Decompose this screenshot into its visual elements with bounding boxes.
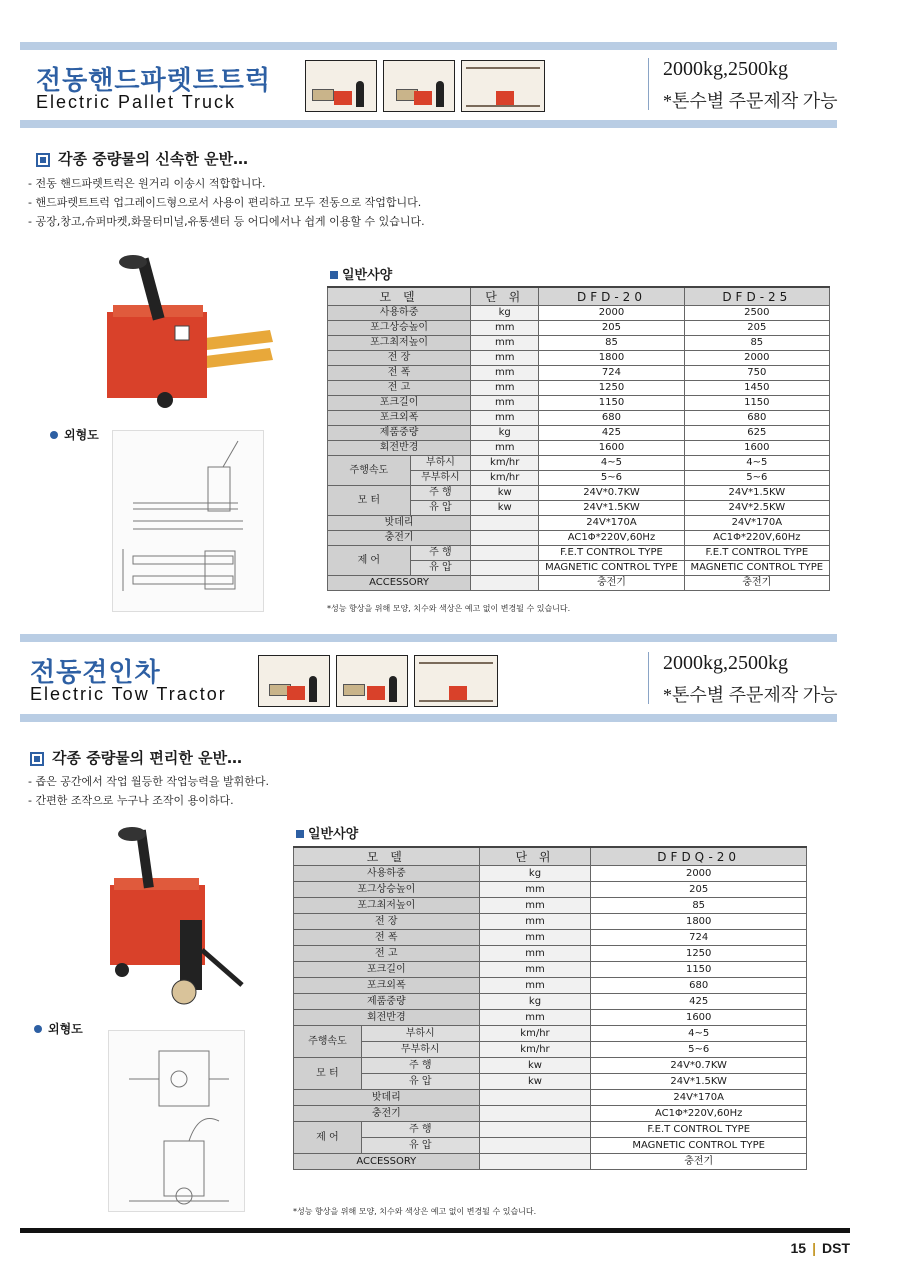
table-cell: 680	[684, 411, 829, 426]
table-row	[328, 306, 830, 321]
table-cell: mm	[479, 914, 591, 930]
table-cell: mm	[471, 441, 539, 456]
table-cell: mm	[479, 1010, 591, 1026]
table-cell: 전 고	[294, 946, 480, 962]
table-cell: 충전기	[591, 1154, 807, 1170]
table-cell: 24V*1.5KW	[539, 501, 684, 516]
page-footer: 15 | DST	[790, 1240, 850, 1256]
table-row	[294, 1154, 807, 1170]
table-cell: 425	[591, 994, 807, 1010]
section1-spec-table	[327, 286, 830, 591]
table-cell: 무부하시	[410, 471, 470, 486]
usage-thumb	[461, 60, 545, 112]
section1-usage-thumbnails	[305, 60, 545, 112]
table-cell	[471, 516, 539, 531]
table-cell: kg	[471, 306, 539, 321]
table-header-row	[328, 287, 830, 306]
table-cell: mm	[479, 962, 591, 978]
bullet-item: - 간편한 조작으로 누구나 조작이 용이하다.	[28, 794, 234, 807]
table-row	[294, 1138, 807, 1154]
tow-tractor-outline-drawing	[108, 1030, 245, 1212]
table-cell: 전 장	[328, 351, 471, 366]
header-model-dfd25: DFD-25	[684, 287, 829, 306]
table-cell: 1800	[591, 914, 807, 930]
table-cell: km/hr	[471, 456, 539, 471]
table-cell: 1150	[539, 396, 684, 411]
table-cell: 모 터	[294, 1058, 362, 1090]
table-row	[294, 1026, 807, 1042]
table-cell: 포그상승높이	[328, 321, 471, 336]
table-cell: 205	[684, 321, 829, 336]
table-cell: 포크외폭	[328, 411, 471, 426]
footer-rule	[20, 1228, 850, 1233]
table-cell: 모 터	[328, 486, 411, 516]
table-row	[328, 321, 830, 336]
pallet-truck-photo	[95, 250, 280, 415]
table-cell: 유 압	[410, 501, 470, 516]
section2-note: *성능 향상을 위해 모양, 치수와 색상은 예고 없이 변경될 수 있습니다.	[293, 1207, 537, 1216]
table-row	[294, 962, 807, 978]
capacity-text: 2000kg,2500kg	[663, 58, 788, 80]
table-row	[294, 882, 807, 898]
table-header-row	[294, 847, 807, 866]
table-row	[294, 1042, 807, 1058]
table-cell: MAGNETIC CONTROL TYPE	[591, 1138, 807, 1154]
table-cell: 주 행	[410, 546, 470, 561]
table-cell: mm	[479, 930, 591, 946]
table-cell: 625	[684, 426, 829, 441]
table-cell: 포크외폭	[294, 978, 480, 994]
table-cell: 부하시	[410, 456, 470, 471]
table-cell: 회전반경	[328, 441, 471, 456]
table-cell: F.E.T CONTROL TYPE	[684, 546, 829, 561]
table-cell: 전 폭	[294, 930, 480, 946]
header-model: 모 델	[328, 287, 471, 306]
table-cell: 충전기	[539, 576, 684, 591]
table-cell	[479, 1122, 591, 1138]
table-cell: 제품중량	[328, 426, 471, 441]
table-cell: 포크길이	[328, 396, 471, 411]
table-cell: 24V*0.7KW	[539, 486, 684, 501]
table-cell: ACCESSORY	[328, 576, 471, 591]
table-cell: km/hr	[479, 1042, 591, 1058]
table-row	[294, 914, 807, 930]
table-cell: 85	[539, 336, 684, 351]
table-cell: 1600	[539, 441, 684, 456]
table-cell: 2000	[591, 866, 807, 882]
table-row	[328, 381, 830, 396]
table-cell: 1600	[591, 1010, 807, 1026]
table-cell: mm	[471, 381, 539, 396]
table-cell: 85	[684, 336, 829, 351]
table-cell: 1450	[684, 381, 829, 396]
usage-thumb	[336, 655, 408, 707]
usage-thumb	[414, 655, 498, 707]
table-cell: 4~5	[591, 1026, 807, 1042]
table-cell: AC1Φ*220V,60Hz	[539, 531, 684, 546]
table-row	[294, 994, 807, 1010]
table-cell: 4~5	[684, 456, 829, 471]
section2-outline-label: 외형도	[34, 1020, 83, 1037]
table-cell: 1250	[539, 381, 684, 396]
table-row	[328, 546, 830, 561]
table-cell: mm	[471, 366, 539, 381]
brand: DST	[822, 1240, 850, 1256]
table-cell: mm	[471, 351, 539, 366]
table-cell: MAGNETIC CONTROL TYPE	[539, 561, 684, 576]
table-cell: 제품중량	[294, 994, 480, 1010]
table-cell	[479, 1154, 591, 1170]
section2-bullets	[28, 772, 269, 810]
table-cell: 5~6	[539, 471, 684, 486]
table-cell: 주 행	[361, 1058, 479, 1074]
table-cell: mm	[471, 321, 539, 336]
table-cell: 주 행	[361, 1122, 479, 1138]
table-cell: 밧데리	[328, 516, 471, 531]
table-cell: 사용하중	[328, 306, 471, 321]
table-cell: 포크길이	[294, 962, 480, 978]
table-cell: 85	[591, 898, 807, 914]
table-cell: 5~6	[591, 1042, 807, 1058]
table-cell: 포그상승높이	[294, 882, 480, 898]
table-row	[294, 1090, 807, 1106]
table-cell: 주행속도	[294, 1026, 362, 1058]
table-cell: 부하시	[361, 1026, 479, 1042]
header-model-dfdq20: DFDQ-20	[591, 847, 807, 866]
bullet-item: - 좁은 공간에서 작업 월등한 작업능력을 발휘한다.	[28, 775, 269, 788]
table-row	[328, 411, 830, 426]
section2-spec-table	[293, 846, 807, 1170]
table-cell: mm	[479, 946, 591, 962]
table-cell	[479, 1106, 591, 1122]
table-cell: 충전기	[328, 531, 471, 546]
table-cell: kg	[471, 426, 539, 441]
table-cell: 1600	[684, 441, 829, 456]
usage-thumb	[305, 60, 377, 112]
section2-capacity-box	[648, 652, 838, 704]
table-row	[328, 576, 830, 591]
table-row	[328, 516, 830, 531]
table-cell: 유 압	[361, 1138, 479, 1154]
section1-spec-heading: 일반사양	[330, 264, 392, 283]
capacity-note: *톤수별 주문제작 가능	[663, 91, 838, 111]
table-cell: 24V*1.5KW	[684, 486, 829, 501]
header-unit: 단 위	[479, 847, 591, 866]
table-row	[328, 396, 830, 411]
table-cell: kg	[479, 866, 591, 882]
table-cell	[471, 546, 539, 561]
table-row	[294, 1058, 807, 1074]
table-cell: 전 고	[328, 381, 471, 396]
pallet-truck-outline-drawing	[112, 430, 264, 612]
table-row	[294, 1074, 807, 1090]
section1-feature-title: 각종 중량물의 신속한 운반…	[36, 148, 248, 169]
table-row	[294, 866, 807, 882]
table-cell: 포그최저높이	[294, 898, 480, 914]
header-model-dfd20: DFD-20	[539, 287, 684, 306]
section2-usage-thumbnails	[258, 655, 498, 707]
table-row	[294, 1122, 807, 1138]
table-cell: kw	[471, 501, 539, 516]
table-cell: ACCESSORY	[294, 1154, 480, 1170]
table-cell: 회전반경	[294, 1010, 480, 1026]
table-cell: 680	[591, 978, 807, 994]
section2-top-band	[20, 634, 837, 642]
table-cell: 2000	[684, 351, 829, 366]
usage-thumb	[383, 60, 455, 112]
table-cell	[479, 1138, 591, 1154]
section1-title-ko: 전동핸드파렛트트럭	[36, 66, 272, 96]
table-cell: 1150	[591, 962, 807, 978]
section1-note: *성능 향상을 위해 모양, 치수와 색상은 예고 없이 변경될 수 있습니다.	[327, 604, 571, 613]
table-row	[294, 1106, 807, 1122]
table-cell: 포그최저높이	[328, 336, 471, 351]
table-row	[294, 978, 807, 994]
table-cell: 5~6	[684, 471, 829, 486]
table-cell: 24V*170A	[591, 1090, 807, 1106]
table-cell: 724	[591, 930, 807, 946]
table-row	[294, 898, 807, 914]
table-cell: 2000	[539, 306, 684, 321]
table-row	[328, 531, 830, 546]
table-cell: 680	[539, 411, 684, 426]
table-cell: mm	[479, 898, 591, 914]
table-cell: mm	[471, 411, 539, 426]
table-cell: F.E.T CONTROL TYPE	[539, 546, 684, 561]
table-cell: 전 폭	[328, 366, 471, 381]
table-cell: 2500	[684, 306, 829, 321]
table-cell: 724	[539, 366, 684, 381]
table-cell: 충전기	[294, 1106, 480, 1122]
table-row	[328, 486, 830, 501]
table-row	[294, 946, 807, 962]
table-cell: 무부하시	[361, 1042, 479, 1058]
table-cell: 24V*170A	[684, 516, 829, 531]
table-cell: 750	[684, 366, 829, 381]
table-cell: 24V*170A	[539, 516, 684, 531]
top-band	[20, 42, 837, 50]
capacity-note: *톤수별 주문제작 가능	[663, 685, 838, 705]
table-cell	[471, 576, 539, 591]
section1-bottom-band	[20, 120, 837, 128]
table-cell	[471, 531, 539, 546]
table-row	[294, 1010, 807, 1026]
table-cell: 제 어	[328, 546, 411, 576]
table-row	[294, 930, 807, 946]
section2-feature-title: 각종 중량물의 편리한 운반…	[30, 747, 242, 768]
table-cell: 1800	[539, 351, 684, 366]
table-cell: 24V*0.7KW	[591, 1058, 807, 1074]
table-cell: 사용하중	[294, 866, 480, 882]
table-cell: kw	[471, 486, 539, 501]
section1-capacity-box	[648, 58, 838, 110]
table-cell: 24V*2.5KW	[684, 501, 829, 516]
table-row	[328, 351, 830, 366]
section1-outline-label: 외형도	[50, 426, 99, 443]
table-cell: 주행속도	[328, 456, 411, 486]
table-cell: 205	[591, 882, 807, 898]
table-cell	[471, 561, 539, 576]
section1-bullets	[28, 174, 425, 231]
table-cell: mm	[479, 882, 591, 898]
table-cell: 4~5	[539, 456, 684, 471]
table-cell: kw	[479, 1074, 591, 1090]
table-cell: 주 행	[410, 486, 470, 501]
bullet-item: - 공장,창고,슈퍼마켓,화물터미널,유통센터 등 어디에서나 쉽게 이용할 수 있습니다.	[28, 215, 425, 228]
table-cell: kw	[479, 1058, 591, 1074]
table-cell: kg	[479, 994, 591, 1010]
table-cell: 제 어	[294, 1122, 362, 1154]
table-cell: F.E.T CONTROL TYPE	[591, 1122, 807, 1138]
capacity-text: 2000kg,2500kg	[663, 652, 788, 674]
table-row	[328, 441, 830, 456]
page-number: 15	[790, 1240, 807, 1256]
table-row	[328, 456, 830, 471]
table-row	[328, 366, 830, 381]
header-model: 모 델	[294, 847, 480, 866]
header-unit: 단 위	[471, 287, 539, 306]
table-row	[328, 336, 830, 351]
table-cell: 1150	[684, 396, 829, 411]
table-cell: MAGNETIC CONTROL TYPE	[684, 561, 829, 576]
table-cell: 충전기	[684, 576, 829, 591]
table-cell: 밧데리	[294, 1090, 480, 1106]
table-cell: km/hr	[479, 1026, 591, 1042]
table-row	[328, 426, 830, 441]
section2-bottom-band	[20, 714, 837, 722]
bullet-item: - 전동 핸드파렛트럭은 원거리 이송시 적합합니다.	[28, 177, 266, 190]
table-cell: mm	[471, 396, 539, 411]
tow-tractor-photo	[92, 820, 252, 1010]
table-cell: 1250	[591, 946, 807, 962]
table-cell: mm	[479, 978, 591, 994]
table-cell	[479, 1090, 591, 1106]
table-cell: mm	[471, 336, 539, 351]
usage-thumb	[258, 655, 330, 707]
table-cell: AC1Φ*220V,60Hz	[591, 1106, 807, 1122]
table-cell: 24V*1.5KW	[591, 1074, 807, 1090]
section1-title-en: Electric Pallet Truck	[36, 92, 237, 112]
table-cell: km/hr	[471, 471, 539, 486]
table-cell: 425	[539, 426, 684, 441]
section2-title-ko: 전동견인차	[30, 658, 161, 688]
table-cell: 전 장	[294, 914, 480, 930]
table-cell: AC1Φ*220V,60Hz	[684, 531, 829, 546]
section2-title-en: Electric Tow Tractor	[30, 684, 227, 704]
table-cell: 유 압	[410, 561, 470, 576]
table-cell: 유 압	[361, 1074, 479, 1090]
bullet-item: - 핸드파렛트트럭 업그레이드형으로서 사용이 편리하고 모두 전동으로 작업합니다.	[28, 196, 422, 209]
table-cell: 205	[539, 321, 684, 336]
section2-spec-heading: 일반사양	[296, 823, 358, 842]
